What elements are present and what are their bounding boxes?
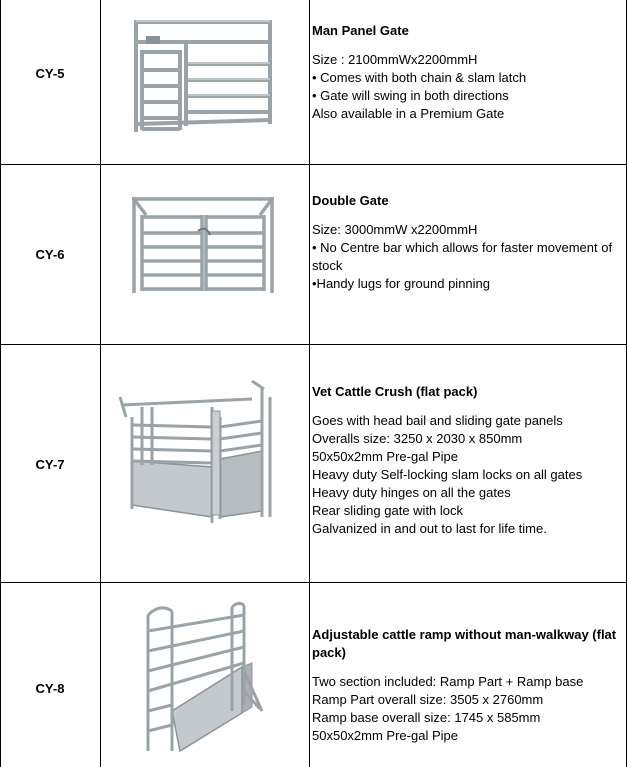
spec-line: Also available in a Premium Gate (312, 106, 505, 121)
spec-line: Size: 3000mmW x2200mmH (312, 222, 478, 237)
spec-line: Goes with head bail and sliding gate panels (312, 413, 563, 428)
product-description (312, 22, 624, 123)
spec-line: 50x50x2mm Pre-gal Pipe (312, 449, 458, 464)
spec-line: Heavy duty hinges on all the gates (312, 485, 511, 500)
table-row (0, 0, 627, 165)
double-gate-photo (128, 193, 278, 303)
spec-line: 50x50x2mm Pre-gal Pipe (312, 728, 458, 743)
product-title: Man Panel Gate (312, 23, 409, 38)
spec-line: Two section included: Ramp Part + Ramp base (312, 674, 584, 689)
product-code: CY-7 (35, 457, 65, 472)
spec-line: Heavy duty Self-locking slam locks on all gates (312, 467, 583, 482)
spec-line: Ramp Part overall size: 3505 x 2760mm (312, 692, 544, 707)
spec-line: Galvanized in and out to last for life time. (312, 521, 547, 536)
product-title: Adjustable cattle ramp without man-walkway (flat pack) (312, 627, 617, 660)
code-cell (0, 583, 101, 767)
product-description (312, 383, 624, 538)
product-code: CY-6 (35, 247, 65, 262)
table-row (0, 345, 627, 583)
table-row (0, 583, 627, 767)
product-description (312, 626, 624, 745)
code-cell (0, 0, 101, 165)
product-description (312, 192, 624, 293)
cattle-ramp-photo (132, 601, 268, 761)
spec-line: •Handy lugs for ground pinning (312, 276, 491, 291)
spec-line: Size : 2100mmWx2200mmH (312, 52, 478, 67)
spec-line: • Comes with both chain & slam latch (312, 70, 527, 85)
spec-line: Rear sliding gate with lock (312, 503, 464, 518)
man-panel-gate-photo (128, 14, 278, 142)
table-row (0, 165, 627, 345)
spec-line: • Gate will swing in both directions (312, 88, 509, 103)
spec-line: • No Centre bar which allows for faster movement of stock (312, 240, 613, 273)
product-title: Vet Cattle Crush (flat pack) (312, 384, 478, 399)
spec-line: Overalls size: 3250 x 2030 x 850mm (312, 431, 523, 446)
product-title: Double Gate (312, 193, 389, 208)
product-code: CY-8 (35, 681, 65, 696)
product-code: CY-5 (35, 66, 65, 81)
vet-cattle-crush-photo (112, 377, 298, 529)
spec-line: Ramp base overall size: 1745 x 585mm (312, 710, 541, 725)
